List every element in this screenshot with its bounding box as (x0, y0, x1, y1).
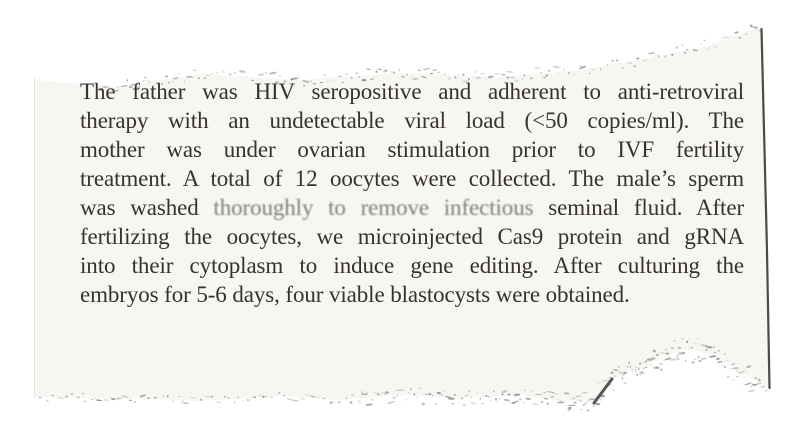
line-text: The father was HIV seropositive and adherent to anti-retroviral (80, 79, 744, 104)
text-line (80, 135, 744, 164)
line-text: mother was under ovarian stimulation prior to IVF fertility (80, 137, 744, 162)
text-line (80, 222, 744, 251)
line-text: embryos for 5-6 days, four viable blastocysts were obtained. (80, 282, 630, 307)
text-line (80, 251, 744, 280)
line-text: treatment. A total of 12 oocytes were collected. The male’s sperm (80, 166, 744, 191)
line-text: fertilizing the oocytes, we microinjected Cas9 protein and gRNA (80, 224, 744, 249)
text-line (80, 280, 744, 309)
line-text: was washed (80, 195, 214, 220)
text-line (80, 106, 744, 135)
text-line (80, 164, 744, 193)
line-text-degraded: thoroughly to remove infectious (213, 195, 534, 220)
line-text: therapy with an undetectable viral load (<50 copies/ml). The (80, 108, 744, 133)
line-text: seminal fluid. After (533, 195, 744, 220)
excerpt-text (80, 77, 744, 309)
text-line (80, 77, 744, 106)
line-text: into their cytoplasm to induce gene editing. After culturing the (80, 253, 744, 278)
text-line (80, 193, 744, 222)
